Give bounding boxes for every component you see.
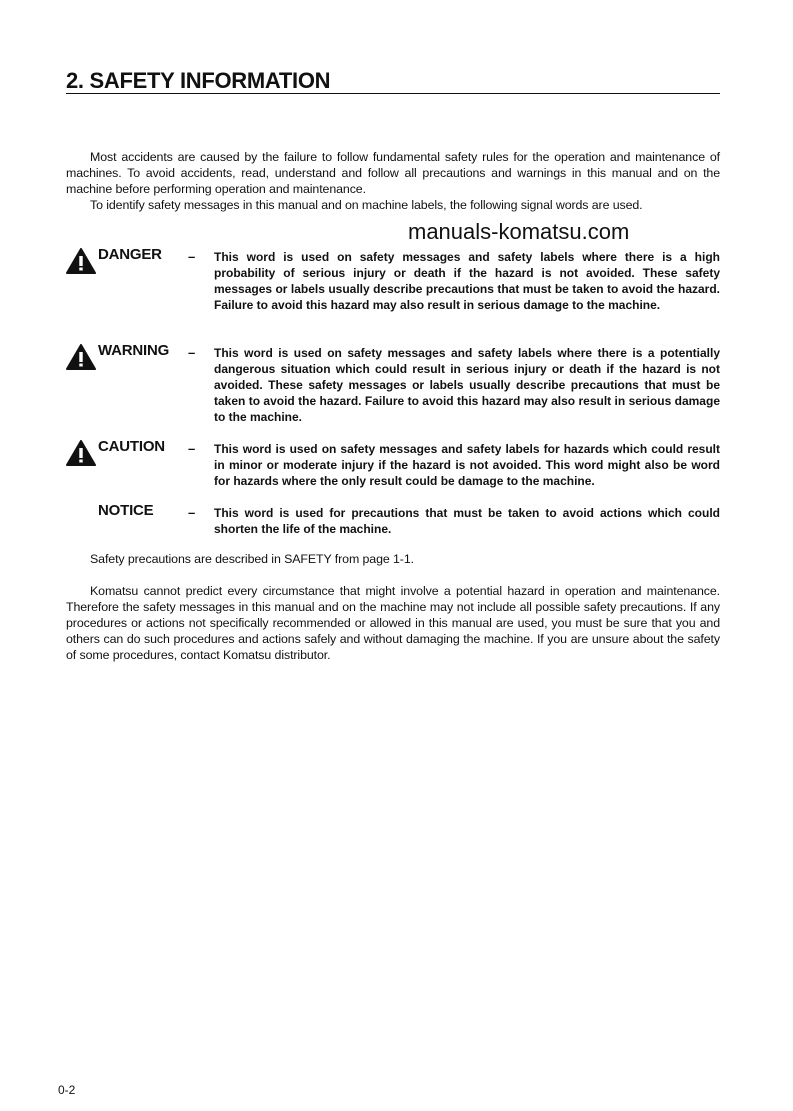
precautions-note-text: Safety precautions are described in SAFETY from page 1-1. (90, 552, 414, 566)
signal-label: NOTICE (98, 502, 154, 519)
warning-triangle-icon (66, 248, 96, 274)
signal-label: DANGER (98, 246, 162, 263)
precautions-note (66, 551, 720, 567)
signal-description: This word is used on safety messages and safety labels for hazards which could result in minor or moderate injury if the hazard is not avoided. This word might also be word for hazards where the only result could be damage to the machine. (214, 442, 720, 488)
page-number: 0-2 (58, 1083, 76, 1097)
closing-paragraph (66, 583, 720, 663)
dash: – (188, 441, 196, 456)
dash: – (188, 249, 196, 264)
watermark: manuals-komatsu.com (408, 219, 630, 244)
signal-description: This word is used for precautions that must be taken to avoid actions which could shorten the life of the machine. (214, 506, 720, 536)
intro-text-2: To identify safety messages in this manual and on machine labels, the following signal words are used. (90, 198, 643, 212)
page-title: 2. SAFETY INFORMATION (66, 68, 331, 93)
signal-label: CAUTION (98, 438, 165, 455)
intro-paragraph (66, 149, 720, 213)
dash: – (188, 345, 196, 360)
closing-text: Komatsu cannot predict every circumstance that might involve a potential hazard in operation and maintenance. Therefore the safety messages in this manual and on the machine may not include all possible safety precautions. If any procedures or actions not specifically recommended or allowed in this manual are used, you must be sure that you and others can do such procedures and actions safely and without damaging the machine. If you are unsure about the safety of some procedures, contact Komatsu distributor. (66, 584, 720, 662)
signal-description: This word is used on safety messages and safety labels where there is a potentially dangerous situation which could result in serious injury or death if the hazard is not avoided. These safety messages or labels usually describe precautions that must be taken to avoid the hazard. Failure to avoid this hazard may also result in serious damage to the machine. (214, 346, 720, 424)
signal-label: WARNING (98, 342, 170, 359)
dash: – (188, 505, 196, 520)
intro-text-1: Most accidents are caused by the failure to follow fundamental safety rules for the operation and maintenance of machines. To avoid accidents, read, understand and follow all precautions and warnings in this manual and on the machine before performing operation and maintenance. (66, 150, 720, 196)
warning-triangle-icon (66, 344, 96, 370)
warning-triangle-icon (66, 440, 96, 466)
signal-description: This word is used on safety messages and safety labels where there is a high probability of serious injury or death if the hazard is not avoided. These safety messages or labels usually describe precautions that must be taken to avoid the hazard. Failure to avoid this hazard may also result in serious damage to the machine. (214, 250, 720, 312)
title-rule (66, 93, 720, 94)
